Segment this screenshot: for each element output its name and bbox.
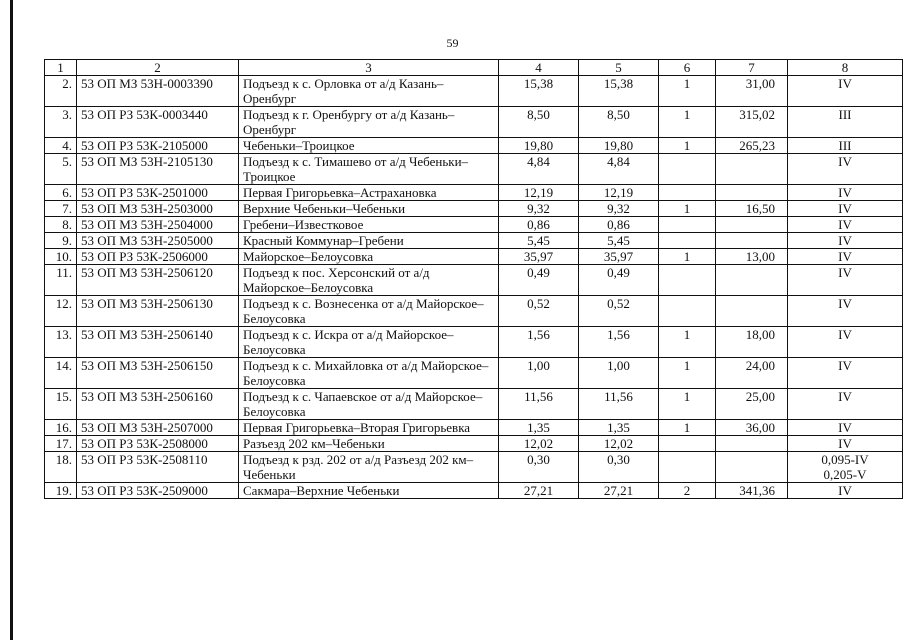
- category-cell: [788, 76, 903, 107]
- row-number-cell: 19.: [45, 483, 77, 499]
- bridge-length-cell: [716, 265, 788, 296]
- road-name-cell: Первая Григорьевка–Вторая Григорьевка: [239, 420, 499, 436]
- table-row: [45, 436, 903, 452]
- category-value: IV: [838, 201, 852, 216]
- road-name-cell: Разъезд 202 км–Чебеньки: [239, 436, 499, 452]
- road-name-cell: Подъезд к с. Михайловка от а/д Майорское–Белоусовка: [239, 358, 499, 389]
- table-row: [45, 389, 903, 420]
- table-row: [45, 185, 903, 201]
- row-number-cell: 8.: [45, 217, 77, 233]
- bridge-count-cell: 1: [659, 107, 716, 138]
- road-code-cell: 53 ОП МЗ 53Н-0003390: [77, 76, 239, 107]
- length-total-cell: 0,86: [499, 217, 579, 233]
- length-total-cell: 1,56: [499, 327, 579, 358]
- road-code-cell: 53 ОП МЗ 53Н-2505000: [77, 233, 239, 249]
- length-total-cell: 1,35: [499, 420, 579, 436]
- row-number-cell: 6.: [45, 185, 77, 201]
- road-code-cell: 53 ОП РЗ 53К-2506000: [77, 249, 239, 265]
- bridge-count-cell: 1: [659, 389, 716, 420]
- length-total-cell: 0,49: [499, 265, 579, 296]
- table-row: [45, 201, 903, 217]
- category-cell: [788, 233, 903, 249]
- row-number-cell: 3.: [45, 107, 77, 138]
- length-total-cell: 19,80: [499, 138, 579, 154]
- row-number-cell: 13.: [45, 327, 77, 358]
- row-number-cell: 5.: [45, 154, 77, 185]
- column-header-1: 1: [45, 60, 77, 76]
- length-surface-cell: 15,38: [579, 76, 659, 107]
- category-cell: [788, 107, 903, 138]
- road-code-cell: 53 ОП РЗ 53К-2508000: [77, 436, 239, 452]
- category-cell: [788, 138, 903, 154]
- bridge-count-cell: [659, 217, 716, 233]
- road-code-cell: 53 ОП МЗ 53Н-2506130: [77, 296, 239, 327]
- bridge-count-cell: [659, 154, 716, 185]
- road-code-cell: 53 ОП МЗ 53Н-2506120: [77, 265, 239, 296]
- bridge-count-cell: [659, 452, 716, 483]
- road-code-cell: 53 ОП РЗ 53К-2105000: [77, 138, 239, 154]
- length-total-cell: 12,02: [499, 436, 579, 452]
- category-cell: [788, 327, 903, 358]
- road-name-cell: Сакмара–Верхние Чебеньки: [239, 483, 499, 499]
- bridge-count-cell: 1: [659, 249, 716, 265]
- bridge-length-cell: [716, 154, 788, 185]
- table-row: [45, 327, 903, 358]
- length-surface-cell: 12,19: [579, 185, 659, 201]
- length-total-cell: 15,38: [499, 76, 579, 107]
- category-value: IV: [838, 154, 852, 169]
- category-value: IV: [838, 436, 852, 451]
- bridge-count-cell: 1: [659, 138, 716, 154]
- category-cell: [788, 420, 903, 436]
- length-total-cell: 5,45: [499, 233, 579, 249]
- road-code-cell: 53 ОП МЗ 53Н-2503000: [77, 201, 239, 217]
- road-code-cell: 53 ОП МЗ 53Н-2504000: [77, 217, 239, 233]
- length-surface-cell: 27,21: [579, 483, 659, 499]
- category-value: IV: [838, 76, 852, 91]
- length-total-cell: 0,30: [499, 452, 579, 483]
- bridge-length-cell: 31,00: [716, 76, 788, 107]
- column-header-8: 8: [788, 60, 903, 76]
- category-value: III: [838, 138, 852, 153]
- table-row: [45, 265, 903, 296]
- road-name-cell: Подъезд к г. Оренбургу от а/д Казань–Оренбург: [239, 107, 499, 138]
- length-total-cell: 8,50: [499, 107, 579, 138]
- road-name-cell: Красный Коммунар–Гребени: [239, 233, 499, 249]
- table-row: [45, 358, 903, 389]
- column-header-2: 2: [77, 60, 239, 76]
- bridge-count-cell: 2: [659, 483, 716, 499]
- length-total-cell: 1,00: [499, 358, 579, 389]
- length-surface-cell: 1,35: [579, 420, 659, 436]
- table-row: [45, 296, 903, 327]
- row-number-cell: 9.: [45, 233, 77, 249]
- bridge-length-cell: 315,02: [716, 107, 788, 138]
- length-total-cell: 4,84: [499, 154, 579, 185]
- category-cell: [788, 185, 903, 201]
- road-name-cell: Подъезд к с. Вознесенка от а/д Майорское–Белоусовка: [239, 296, 499, 327]
- table-row: [45, 483, 903, 499]
- bridge-length-cell: [716, 217, 788, 233]
- table-row: [45, 138, 903, 154]
- length-surface-cell: 4,84: [579, 154, 659, 185]
- road-code-cell: 53 ОП РЗ 53К-0003440: [77, 107, 239, 138]
- bridge-length-cell: 36,00: [716, 420, 788, 436]
- length-surface-cell: 9,32: [579, 201, 659, 217]
- table-row: [45, 217, 903, 233]
- row-number-cell: 16.: [45, 420, 77, 436]
- row-number-cell: 14.: [45, 358, 77, 389]
- bridge-count-cell: 1: [659, 420, 716, 436]
- row-number-cell: 2.: [45, 76, 77, 107]
- length-surface-cell: 5,45: [579, 233, 659, 249]
- length-total-cell: 0,52: [499, 296, 579, 327]
- road-name-cell: Гребени–Известковое: [239, 217, 499, 233]
- category-cell: [788, 296, 903, 327]
- header-row: [45, 60, 903, 76]
- bridge-count-cell: [659, 233, 716, 249]
- length-surface-cell: 35,97: [579, 249, 659, 265]
- road-name-cell: Подъезд к с. Тимашево от а/д Чебеньки–Троицкое: [239, 154, 499, 185]
- category-value: 0,205-V: [823, 467, 867, 482]
- category-cell: [788, 436, 903, 452]
- column-header-3: 3: [239, 60, 499, 76]
- bridge-length-cell: 13,00: [716, 249, 788, 265]
- category-value: IV: [838, 217, 852, 232]
- page-edge-bar: [10, 0, 13, 640]
- length-surface-cell: 0,86: [579, 217, 659, 233]
- category-value: IV: [838, 185, 852, 200]
- category-cell: [788, 358, 903, 389]
- length-surface-cell: 19,80: [579, 138, 659, 154]
- bridge-length-cell: [716, 452, 788, 483]
- table-row: [45, 233, 903, 249]
- column-header-6: 6: [659, 60, 716, 76]
- column-header-4: 4: [499, 60, 579, 76]
- category-value: IV: [838, 483, 852, 498]
- table-row: [45, 249, 903, 265]
- category-cell: [788, 389, 903, 420]
- category-cell: [788, 217, 903, 233]
- table-row: [45, 452, 903, 483]
- length-surface-cell: 11,56: [579, 389, 659, 420]
- category-value: IV: [838, 296, 852, 311]
- roads-table: [44, 59, 903, 499]
- road-name-cell: Верхние Чебеньки–Чебеньки: [239, 201, 499, 217]
- length-surface-cell: 0,49: [579, 265, 659, 296]
- category-value: IV: [838, 265, 852, 280]
- road-name-cell: Подъезд к пос. Херсонский от а/д Майорское–Белоусовка: [239, 265, 499, 296]
- bridge-length-cell: 24,00: [716, 358, 788, 389]
- table-row: [45, 420, 903, 436]
- row-number-cell: 15.: [45, 389, 77, 420]
- row-number-cell: 17.: [45, 436, 77, 452]
- row-number-cell: 4.: [45, 138, 77, 154]
- category-value: IV: [838, 327, 852, 342]
- length-surface-cell: 8,50: [579, 107, 659, 138]
- length-surface-cell: 1,00: [579, 358, 659, 389]
- road-name-cell: Подъезд к с. Орловка от а/д Казань–Оренбург: [239, 76, 499, 107]
- column-header-7: 7: [716, 60, 788, 76]
- bridge-length-cell: 341,36: [716, 483, 788, 499]
- category-value: IV: [838, 420, 852, 435]
- road-name-cell: Майорское–Белоусовка: [239, 249, 499, 265]
- bridge-length-cell: 265,23: [716, 138, 788, 154]
- bridge-length-cell: [716, 185, 788, 201]
- bridge-count-cell: 1: [659, 201, 716, 217]
- length-total-cell: 12,19: [499, 185, 579, 201]
- road-code-cell: 53 ОП МЗ 53Н-2507000: [77, 420, 239, 436]
- length-total-cell: 9,32: [499, 201, 579, 217]
- category-cell: [788, 483, 903, 499]
- category-cell: [788, 249, 903, 265]
- row-number-cell: 18.: [45, 452, 77, 483]
- length-total-cell: 27,21: [499, 483, 579, 499]
- length-surface-cell: 0,52: [579, 296, 659, 327]
- road-name-cell: Подъезд к с. Чапаевское от а/д Майорское–Белоусовка: [239, 389, 499, 420]
- road-code-cell: 53 ОП РЗ 53К-2509000: [77, 483, 239, 499]
- category-cell: [788, 265, 903, 296]
- bridge-count-cell: 1: [659, 327, 716, 358]
- category-value: IV: [838, 358, 852, 373]
- column-header-5: 5: [579, 60, 659, 76]
- row-number-cell: 12.: [45, 296, 77, 327]
- bridge-length-cell: [716, 233, 788, 249]
- length-total-cell: 35,97: [499, 249, 579, 265]
- road-code-cell: 53 ОП РЗ 53К-2501000: [77, 185, 239, 201]
- road-code-cell: 53 ОП МЗ 53Н-2506140: [77, 327, 239, 358]
- bridge-length-cell: [716, 296, 788, 327]
- road-code-cell: 53 ОП МЗ 53Н-2105130: [77, 154, 239, 185]
- row-number-cell: 11.: [45, 265, 77, 296]
- road-name-cell: Первая Григорьевка–Астрахановка: [239, 185, 499, 201]
- road-name-cell: Подъезд к с. Искра от а/д Майорское–Белоусовка: [239, 327, 499, 358]
- row-number-cell: 7.: [45, 201, 77, 217]
- category-value: 0,095-IV: [821, 452, 869, 467]
- road-name-cell: Чебеньки–Троицкое: [239, 138, 499, 154]
- length-surface-cell: 0,30: [579, 452, 659, 483]
- bridge-count-cell: [659, 265, 716, 296]
- row-number-cell: 10.: [45, 249, 77, 265]
- road-name-cell: Подъезд к рзд. 202 от а/д Разъезд 202 км–Чебеньки: [239, 452, 499, 483]
- length-surface-cell: 12,02: [579, 436, 659, 452]
- category-value: III: [838, 107, 852, 122]
- bridge-count-cell: 1: [659, 358, 716, 389]
- length-surface-cell: 1,56: [579, 327, 659, 358]
- category-value: IV: [838, 233, 852, 248]
- category-value: IV: [838, 389, 852, 404]
- category-cell: [788, 154, 903, 185]
- category-value: IV: [838, 249, 852, 264]
- bridge-length-cell: [716, 436, 788, 452]
- bridge-count-cell: [659, 296, 716, 327]
- page-number: 59: [446, 36, 459, 50]
- bridge-length-cell: 18,00: [716, 327, 788, 358]
- bridge-length-cell: 16,50: [716, 201, 788, 217]
- bridge-length-cell: 25,00: [716, 389, 788, 420]
- bridge-count-cell: [659, 436, 716, 452]
- category-cell: [788, 452, 903, 483]
- bridge-count-cell: [659, 185, 716, 201]
- category-cell: [788, 201, 903, 217]
- bridge-count-cell: 1: [659, 76, 716, 107]
- road-code-cell: 53 ОП МЗ 53Н-2506160: [77, 389, 239, 420]
- table-row: [45, 76, 903, 107]
- road-code-cell: 53 ОП МЗ 53Н-2506150: [77, 358, 239, 389]
- table-row: [45, 154, 903, 185]
- road-code-cell: 53 ОП РЗ 53К-2508110: [77, 452, 239, 483]
- length-total-cell: 11,56: [499, 389, 579, 420]
- table-row: [45, 107, 903, 138]
